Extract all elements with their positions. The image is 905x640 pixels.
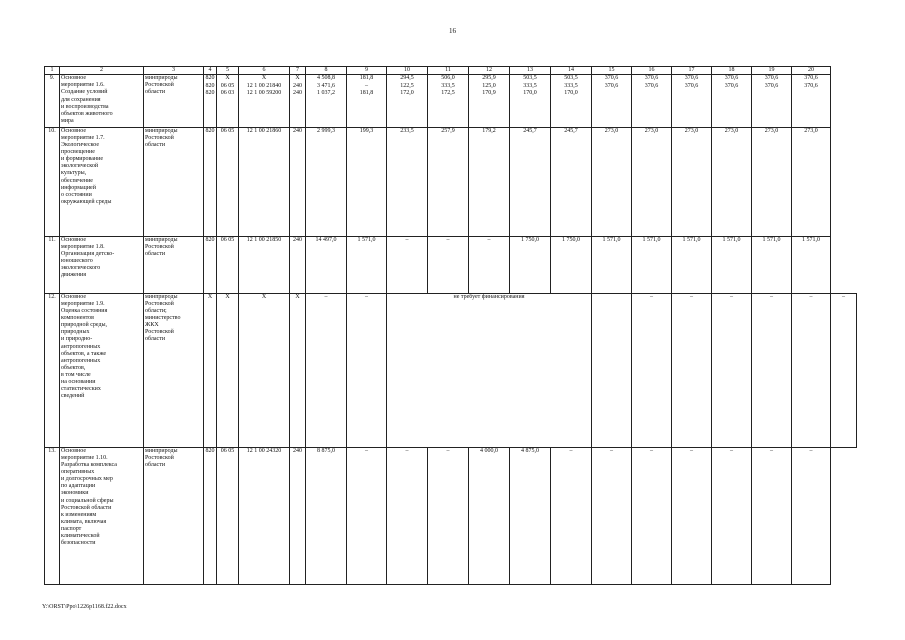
value-cell: 12 1 00 21840 (239, 83, 290, 90)
value-cell: 12 1 00 59200 (239, 90, 290, 128)
column-header: 4 (204, 67, 217, 75)
text-line: Ростовской (145, 82, 174, 89)
column-header: 10 (387, 67, 428, 75)
value-cell: 370,6 (632, 75, 672, 83)
header-row (45, 67, 857, 75)
text-line: области (145, 336, 166, 343)
text-line: экологического (61, 265, 101, 272)
column-header: 13 (510, 67, 551, 75)
value-cell: – (752, 447, 792, 584)
value-cell: 370,6 (792, 83, 831, 90)
text-line: на основании (61, 379, 96, 386)
column-header: 6 (239, 67, 290, 75)
value-cell: – (306, 293, 347, 447)
text-line: экологической (61, 163, 99, 170)
activity-name (60, 293, 144, 447)
value-cell: 1 571,0 (632, 236, 672, 293)
value-cell: – (387, 447, 428, 584)
text-line: области (145, 462, 166, 469)
value-cell: 370,6 (752, 75, 792, 83)
value-cell: 370,6 (792, 75, 831, 83)
value-cell: – (831, 293, 857, 447)
value-cell: 257,9 (428, 127, 469, 236)
column-header: 19 (752, 67, 792, 75)
text-line: Ростовской (145, 243, 174, 250)
value-cell: 245,7 (510, 127, 551, 236)
value-cell: 370,6 (752, 83, 792, 90)
activity-name (60, 447, 144, 584)
row-number: 13. (45, 447, 60, 584)
text-line: к изменениям (61, 511, 97, 518)
value-cell: X (217, 75, 239, 83)
value-cell: 172,5 (428, 90, 469, 128)
text-line: Основное (61, 236, 86, 243)
text-line: паспорт (61, 525, 82, 532)
value-cell: – (712, 293, 752, 447)
value-cell: – (387, 236, 428, 293)
value-cell (712, 90, 752, 128)
executor (144, 75, 204, 128)
value-cell (592, 90, 632, 128)
text-line: экономики (61, 490, 89, 497)
text-line: обеспечение (61, 177, 93, 184)
column-header: 16 (632, 67, 672, 75)
value-cell: 370,6 (592, 83, 632, 90)
executor (144, 127, 204, 236)
value-cell: – (792, 447, 831, 584)
text-line: Ростовской области (61, 504, 112, 511)
value-cell (632, 90, 672, 128)
text-line: и социальной сферы (61, 497, 114, 504)
column-header: 3 (144, 67, 204, 75)
text-line: безопасности (61, 540, 96, 547)
text-line: сведений (61, 393, 85, 400)
value-cell: X (204, 293, 217, 447)
value-cell: 240 (290, 83, 306, 90)
value-cell: 294,5 (387, 75, 428, 83)
row-number: 11. (45, 236, 60, 293)
text-line: и природно- (61, 336, 93, 343)
value-cell: – (792, 293, 831, 447)
column-header: 2 (60, 67, 144, 75)
value-cell: 12 1 00 21850 (239, 236, 290, 293)
column-header: 7 (290, 67, 306, 75)
value-cell: 4 875,0 (510, 447, 551, 584)
column-header: 1 (45, 67, 60, 75)
column-header: 15 (592, 67, 632, 75)
table-row (45, 236, 857, 293)
value-cell: 181,8 (347, 75, 387, 83)
executor (144, 447, 204, 584)
value-cell: 295,9 (469, 75, 510, 83)
value-cell: 14 497,0 (306, 236, 347, 293)
text-line: Основное (61, 75, 86, 82)
text-line: Организация детско- (61, 251, 115, 258)
value-cell: – (672, 293, 712, 447)
text-line: области (145, 251, 166, 258)
value-cell: 181,8 (347, 90, 387, 128)
value-cell: – (632, 447, 672, 584)
value-cell: 240 (290, 447, 306, 584)
value-cell: X (290, 293, 306, 447)
table-row (45, 447, 857, 584)
text-line: минприроды (145, 293, 178, 300)
text-line: Экологическое (61, 142, 99, 149)
text-line: для сохранения (61, 96, 101, 103)
value-cell: 06 05 (217, 236, 239, 293)
value-cell: – (672, 447, 712, 584)
value-cell: 1 750,0 (551, 236, 592, 293)
value-cell: X (239, 75, 290, 83)
value-cell: 170,0 (551, 90, 592, 128)
value-cell: 273,0 (712, 127, 752, 236)
activity-name (60, 75, 144, 128)
value-cell: 1 750,0 (510, 236, 551, 293)
value-cell: – (428, 236, 469, 293)
text-line: мероприятие 1.8. (61, 243, 105, 250)
page-number: 16 (449, 27, 456, 35)
value-cell: 125,0 (469, 83, 510, 90)
value-cell: 333,5 (428, 83, 469, 90)
text-line: в том числе (61, 371, 91, 378)
text-line: области (145, 142, 166, 149)
value-cell: 1 571,0 (712, 236, 752, 293)
text-line: юношеского (61, 258, 93, 265)
table-row (45, 127, 857, 236)
value-cell: – (347, 447, 387, 584)
text-line: Ростовской (145, 300, 174, 307)
value-cell: 333,5 (551, 83, 592, 90)
text-line: мероприятие 1.6. (61, 82, 105, 89)
value-cell: 273,0 (752, 127, 792, 236)
value-cell: – (752, 293, 792, 447)
row-number: 12. (45, 293, 60, 447)
text-line: просвещение (61, 149, 95, 156)
value-cell: 240 (290, 236, 306, 293)
value-cell: 170,9 (469, 90, 510, 128)
column-header: 5 (217, 67, 239, 75)
value-cell: – (712, 447, 752, 584)
value-cell: 1 571,0 (672, 236, 712, 293)
text-line: минприроды (145, 236, 178, 243)
value-cell: 820 (205, 82, 215, 89)
column-header: 8 (306, 67, 347, 75)
value-cell: 370,6 (712, 83, 752, 90)
value-cell: 273,0 (632, 127, 672, 236)
value-cell: 820 (205, 75, 215, 82)
funding-note: не требует финансирования (387, 293, 592, 447)
value-cell: 1 571,0 (592, 236, 632, 293)
value-cell: X (290, 75, 306, 83)
value-cell: 333,5 (510, 83, 551, 90)
value-cell: 370,6 (632, 83, 672, 90)
text-line: Создание условий (61, 89, 108, 96)
text-line: минприроды (145, 447, 178, 454)
blank-cell (592, 293, 632, 447)
value-cell: 1 571,0 (792, 236, 831, 293)
activity-name (60, 236, 144, 293)
value-cell: 820 (204, 447, 217, 584)
text-line: окружающей среды (61, 198, 112, 205)
value-cell: 820 (204, 127, 217, 236)
value-cell: 503,5 (510, 75, 551, 83)
value-cell: 12 1 00 21860 (239, 127, 290, 236)
value-cell: 172,0 (387, 90, 428, 128)
column-header: 11 (428, 67, 469, 75)
text-line: области; (145, 308, 167, 315)
text-line: по адаптации (61, 483, 96, 490)
text-line: Ростовской (145, 454, 174, 461)
column-header: 14 (551, 67, 592, 75)
text-line: оперативных (61, 469, 95, 476)
text-line: Основное (61, 447, 86, 454)
column-header: 18 (712, 67, 752, 75)
column-header: 20 (792, 67, 831, 75)
value-cell: X (217, 293, 239, 447)
executor (144, 236, 204, 293)
value-cell: 4 508,8 (306, 75, 347, 83)
row-number: 10. (45, 127, 60, 236)
value-cell: – (592, 447, 632, 584)
text-line: и воспроизводства (61, 103, 109, 110)
text-line: мира (61, 117, 74, 124)
value-cell: – (551, 447, 592, 584)
value-cell: 1 571,0 (347, 236, 387, 293)
text-line: о состоянии (61, 191, 92, 198)
text-line: Ростовской (145, 134, 174, 141)
value-cell (752, 90, 792, 128)
value-cell: 273,0 (792, 127, 831, 236)
value-cell: – (347, 293, 387, 447)
value-cell: 273,0 (592, 127, 632, 236)
value-cell: – (428, 447, 469, 584)
text-line: и долгосрочных мер (61, 476, 113, 483)
column-header: 17 (672, 67, 712, 75)
value-cell: 170,0 (510, 90, 551, 128)
value-cell: 1 037,2 (306, 90, 347, 128)
value-cell: 370,6 (672, 83, 712, 90)
text-line: области (145, 89, 166, 96)
text-line: движения (61, 272, 87, 279)
value-cell: 12 1 00 24320 (239, 447, 290, 584)
text-line: минприроды (145, 75, 178, 82)
value-cell: 820 (204, 236, 217, 293)
value-cell: 370,6 (672, 75, 712, 83)
text-line: климата, включая (61, 518, 107, 525)
text-line: климатической (61, 533, 100, 540)
text-line: ЖКХ (145, 322, 159, 329)
value-cell: 4 000,0 (469, 447, 510, 584)
executor (144, 293, 204, 447)
value-cell: 370,6 (712, 75, 752, 83)
text-line: объектов, а также (61, 350, 107, 357)
table-row (45, 75, 857, 83)
text-line: объектов, (61, 364, 86, 371)
value-cell: 503,5 (551, 75, 592, 83)
value-cell: – (347, 83, 387, 90)
text-line: Разработка комплекса (61, 462, 117, 469)
text-line: мероприятие 1.9. (61, 300, 105, 307)
value-cell: 506,0 (428, 75, 469, 83)
value-cell: 199,3 (347, 127, 387, 236)
text-line: природных (61, 329, 90, 336)
column-header: 12 (469, 67, 510, 75)
text-line: культуры, (61, 170, 87, 177)
value-cell: – (632, 293, 672, 447)
text-line: минприроды (145, 127, 178, 134)
text-line: Оценка состояния (61, 308, 108, 315)
text-line: компонентов (61, 315, 94, 322)
value-cell: 820 (204, 90, 217, 128)
value-cell: 122,5 (387, 83, 428, 90)
value-cell (792, 90, 831, 128)
value-cell: – (469, 236, 510, 293)
value-cell: 3 471,6 (306, 83, 347, 90)
text-line: и формирование (61, 156, 104, 163)
text-line: антропогенных (61, 343, 101, 350)
value-cell (672, 90, 712, 128)
text-line: природной среды, (61, 322, 108, 329)
text-line: информацией (61, 184, 96, 191)
value-cell: 06 05 (217, 447, 239, 584)
value-cell: 240 (290, 90, 306, 128)
activity-name (60, 127, 144, 236)
text-line: Ростовской (145, 329, 174, 336)
value-cell: 233,5 (387, 127, 428, 236)
text-line: объектов животного (61, 110, 113, 117)
file-path: Y:\ORST\Ppo\1226p1168.f22.docx (42, 604, 127, 610)
value-cell: 1 571,0 (752, 236, 792, 293)
text-line: Основное (61, 293, 86, 300)
text-line: мероприятие 1.10. (61, 454, 108, 461)
value-cell: 06 05 (217, 83, 239, 90)
value-cell: 06 03 (217, 90, 239, 128)
table-row (45, 293, 857, 447)
value-cell: 2 999,3 (306, 127, 347, 236)
value-cell: X (239, 293, 290, 447)
text-line: министерство (145, 315, 181, 322)
value-cell: 06 05 (217, 127, 239, 236)
value-cell: 240 (290, 127, 306, 236)
value-cell: 8 875,0 (306, 447, 347, 584)
text-line: мероприятие 1.7. (61, 134, 105, 141)
text-line: Основное (61, 127, 86, 134)
column-header: 9 (347, 67, 387, 75)
value-cell: 245,7 (551, 127, 592, 236)
text-line: антропогенных (61, 357, 101, 364)
value-cell: 273,0 (672, 127, 712, 236)
value-cell: 179,2 (469, 127, 510, 236)
row-number: 9. (45, 75, 60, 128)
value-cell: 370,6 (592, 75, 632, 83)
budget-table (44, 66, 857, 585)
text-line: статистических (61, 386, 101, 393)
